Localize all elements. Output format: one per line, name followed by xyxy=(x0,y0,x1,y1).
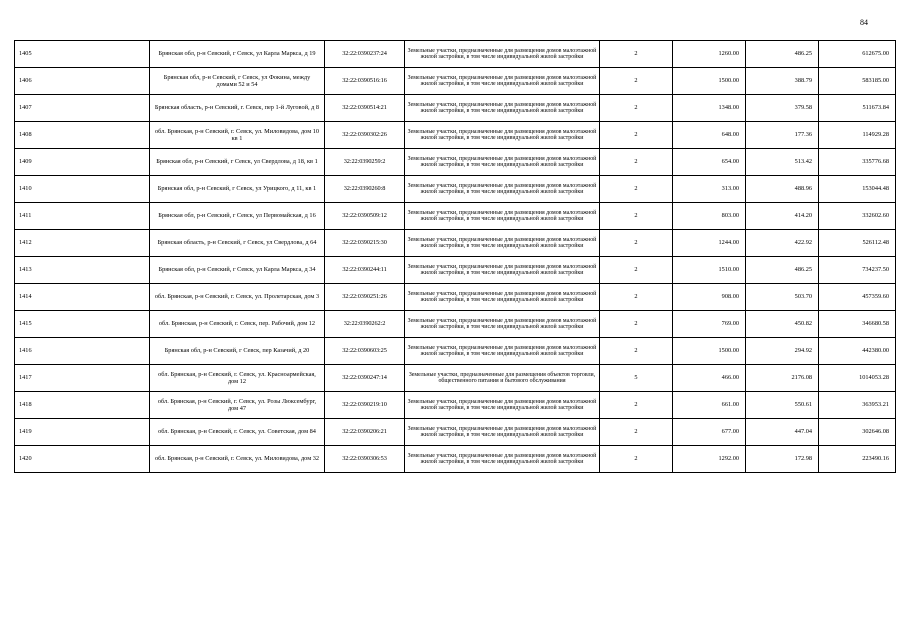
area-cell: 908.00 xyxy=(673,284,746,311)
land-use-cell: Земельные участки, предназначенные для размещения домов малоэтажной жилой застройки, в том числе индивидуальной жилой застройки xyxy=(405,419,600,446)
land-use-cell: Земельные участки, предназначенные для размещения домов малоэтажной жилой застройки, в том числе индивидуальной жилой застройки xyxy=(405,257,600,284)
table-row xyxy=(15,392,896,419)
row-number: 1408 xyxy=(15,122,150,149)
cadastral-value-cell: 612675.00 xyxy=(819,41,896,68)
land-use-cell: Земельные участки, предназначенные для размещения домов малоэтажной жилой застройки, в том числе индивидуальной жилой застройки xyxy=(405,446,600,473)
specific-value-cell: 503.70 xyxy=(746,284,819,311)
cadastral-value-cell: 511673.84 xyxy=(819,95,896,122)
row-number: 1420 xyxy=(15,446,150,473)
address-cell: обл. Брянская, р-н Севский, г. Севск, пер. Рабочий, дом 12 xyxy=(150,311,325,338)
specific-value-cell: 513.42 xyxy=(746,149,819,176)
land-use-cell: Земельные участки, предназначенные для размещения домов малоэтажной жилой застройки, в том числе индивидуальной жилой застройки xyxy=(405,392,600,419)
specific-value-cell: 486.25 xyxy=(746,257,819,284)
group-cell: 2 xyxy=(600,257,673,284)
cadastral-value-cell: 583185.00 xyxy=(819,68,896,95)
cadastral-number-cell: 32:22:0390251:26 xyxy=(325,284,405,311)
cadastral-number-cell: 32:22:0390247:14 xyxy=(325,365,405,392)
area-cell: 661.00 xyxy=(673,392,746,419)
cadastral-number-cell: 32:22:0390514:21 xyxy=(325,95,405,122)
cadastral-value-cell: 223490.16 xyxy=(819,446,896,473)
land-use-cell: Земельные участки, предназначенные для размещения домов малоэтажной жилой застройки, в том числе индивидуальной жилой застройки xyxy=(405,203,600,230)
specific-value-cell: 447.04 xyxy=(746,419,819,446)
group-cell: 2 xyxy=(600,230,673,257)
cadastral-number-cell: 32:22:0390259:2 xyxy=(325,149,405,176)
address-cell: обл. Брянская, р-н Севский, г. Севск, ул. Миловидова, дом 10 кв 1 xyxy=(150,122,325,149)
cadastral-number-cell: 32:22:0390219:10 xyxy=(325,392,405,419)
address-cell: Брянская обл, р-н Севский, г Севск, пер Казачий, д 20 xyxy=(150,338,325,365)
land-use-cell: Земельные участки, предназначенные для размещения домов малоэтажной жилой застройки, в том числе индивидуальной жилой застройки xyxy=(405,41,600,68)
cadastral-value-cell: 363953.21 xyxy=(819,392,896,419)
cadastral-value-cell: 734237.50 xyxy=(819,257,896,284)
row-number: 1411 xyxy=(15,203,150,230)
land-use-cell: Земельные участки, предназначенные для размещения домов малоэтажной жилой застройки, в том числе индивидуальной жилой застройки xyxy=(405,122,600,149)
address-cell: обл. Брянская, р-н Севский, г. Севск, ул. Пролетарская, дом 3 xyxy=(150,284,325,311)
group-cell: 2 xyxy=(600,311,673,338)
address-cell: Брянская обл, р-н Севский, г Севск, ул Карла Маркса, д 34 xyxy=(150,257,325,284)
group-cell: 2 xyxy=(600,176,673,203)
address-cell: обл. Брянская, р-н Севский, г. Севск, ул. Красноармейская, дом 12 xyxy=(150,365,325,392)
specific-value-cell: 294.92 xyxy=(746,338,819,365)
group-cell: 2 xyxy=(600,41,673,68)
cadastral-value-cell: 457359.60 xyxy=(819,284,896,311)
cadastral-value-cell: 346680.58 xyxy=(819,311,896,338)
land-use-cell: Земельные участки, предназначенные для размещения домов малоэтажной жилой застройки, в том числе индивидуальной жилой застройки xyxy=(405,176,600,203)
table-row xyxy=(15,230,896,257)
row-number: 1409 xyxy=(15,149,150,176)
address-cell: обл. Брянская, р-н Севский, г. Севск, ул. Розы Люксембург, дом 47 xyxy=(150,392,325,419)
area-cell: 803.00 xyxy=(673,203,746,230)
address-cell: Брянская обл, р-н Севский, г Севск, ул Урицкого, д 11, кв 1 xyxy=(150,176,325,203)
land-use-cell: Земельные участки, предназначенные для размещения домов малоэтажной жилой застройки, в том числе индивидуальной жилой застройки xyxy=(405,284,600,311)
cadastral-number-cell: 32:22:0390215:30 xyxy=(325,230,405,257)
table-row xyxy=(15,446,896,473)
cadastral-number-cell: 32:22:0390244:11 xyxy=(325,257,405,284)
land-use-cell: Земельные участки, предназначенные для размещения объектов торговли, общественного питания и бытового обслуживания xyxy=(405,365,600,392)
area-cell: 1348.00 xyxy=(673,95,746,122)
land-use-cell: Земельные участки, предназначенные для размещения домов малоэтажной жилой застройки, в том числе индивидуальной жилой застройки xyxy=(405,68,600,95)
table-row xyxy=(15,122,896,149)
cadastral-value-cell: 153044.48 xyxy=(819,176,896,203)
table-row xyxy=(15,176,896,203)
specific-value-cell: 488.96 xyxy=(746,176,819,203)
group-cell: 2 xyxy=(600,95,673,122)
table-row xyxy=(15,257,896,284)
area-cell: 1244.00 xyxy=(673,230,746,257)
row-number: 1415 xyxy=(15,311,150,338)
area-cell: 677.00 xyxy=(673,419,746,446)
row-number: 1406 xyxy=(15,68,150,95)
table-row xyxy=(15,41,896,68)
cadastral-number-cell: 32:22:0390302:26 xyxy=(325,122,405,149)
land-registry-table xyxy=(14,40,896,473)
land-use-cell: Земельные участки, предназначенные для размещения домов малоэтажной жилой застройки, в том числе индивидуальной жилой застройки xyxy=(405,311,600,338)
area-cell: 1500.00 xyxy=(673,68,746,95)
land-use-cell: Земельные участки, предназначенные для размещения домов малоэтажной жилой застройки, в том числе индивидуальной жилой застройки xyxy=(405,338,600,365)
table-row xyxy=(15,365,896,392)
address-cell: обл. Брянская, р-н Севский, г. Севск, ул. Миловидова, дом 32 xyxy=(150,446,325,473)
cadastral-number-cell: 32:22:0390237:24 xyxy=(325,41,405,68)
cadastral-value-cell: 302646.08 xyxy=(819,419,896,446)
group-cell: 2 xyxy=(600,338,673,365)
row-number: 1412 xyxy=(15,230,150,257)
cadastral-number-cell: 32:22:0390260:8 xyxy=(325,176,405,203)
specific-value-cell: 414.20 xyxy=(746,203,819,230)
specific-value-cell: 388.79 xyxy=(746,68,819,95)
specific-value-cell: 422.92 xyxy=(746,230,819,257)
row-number: 1414 xyxy=(15,284,150,311)
land-use-cell: Земельные участки, предназначенные для размещения домов малоэтажной жилой застройки, в том числе индивидуальной жилой застройки xyxy=(405,230,600,257)
area-cell: 313.00 xyxy=(673,176,746,203)
cadastral-number-cell: 32:22:0390603:25 xyxy=(325,338,405,365)
address-cell: Брянская область, р-н Севский, г. Севск, пер 1-й Луговой, д 8 xyxy=(150,95,325,122)
area-cell: 769.00 xyxy=(673,311,746,338)
group-cell: 2 xyxy=(600,122,673,149)
specific-value-cell: 2176.08 xyxy=(746,365,819,392)
row-number: 1407 xyxy=(15,95,150,122)
table-row xyxy=(15,95,896,122)
row-number: 1405 xyxy=(15,41,150,68)
area-cell: 648.00 xyxy=(673,122,746,149)
row-number: 1419 xyxy=(15,419,150,446)
area-cell: 654.00 xyxy=(673,149,746,176)
specific-value-cell: 172.98 xyxy=(746,446,819,473)
area-cell: 1500.00 xyxy=(673,338,746,365)
group-cell: 2 xyxy=(600,68,673,95)
area-cell: 466.00 xyxy=(673,365,746,392)
table-row xyxy=(15,149,896,176)
area-cell: 1260.00 xyxy=(673,41,746,68)
specific-value-cell: 486.25 xyxy=(746,41,819,68)
address-cell: Брянская обл, р-н Севский, г Севск, ул Первомайская, д 16 xyxy=(150,203,325,230)
group-cell: 2 xyxy=(600,446,673,473)
table-row xyxy=(15,419,896,446)
specific-value-cell: 550.61 xyxy=(746,392,819,419)
group-cell: 2 xyxy=(600,149,673,176)
page-number: 84 xyxy=(860,18,868,27)
row-number: 1416 xyxy=(15,338,150,365)
address-cell: Брянская обл, р-н Севский, г Севск, ул Карла Маркса, д 19 xyxy=(150,41,325,68)
land-use-cell: Земельные участки, предназначенные для размещения домов малоэтажной жилой застройки, в том числе индивидуальной жилой застройки xyxy=(405,95,600,122)
table-row xyxy=(15,203,896,230)
row-number: 1413 xyxy=(15,257,150,284)
cadastral-number-cell: 32:22:0390509:12 xyxy=(325,203,405,230)
table-row xyxy=(15,311,896,338)
group-cell: 2 xyxy=(600,392,673,419)
row-number: 1417 xyxy=(15,365,150,392)
group-cell: 2 xyxy=(600,284,673,311)
group-cell: 2 xyxy=(600,203,673,230)
group-cell: 2 xyxy=(600,419,673,446)
cadastral-value-cell: 526112.48 xyxy=(819,230,896,257)
address-cell: Брянская область, р-н Севский, г Севск, ул Свердлова, д 64 xyxy=(150,230,325,257)
cadastral-value-cell: 1014053.28 xyxy=(819,365,896,392)
specific-value-cell: 177.36 xyxy=(746,122,819,149)
row-number: 1418 xyxy=(15,392,150,419)
table-body xyxy=(15,41,896,473)
table-row xyxy=(15,284,896,311)
address-cell: обл. Брянская, р-н Севский, г. Севск, ул. Советская, дом 84 xyxy=(150,419,325,446)
row-number: 1410 xyxy=(15,176,150,203)
table-row xyxy=(15,68,896,95)
land-use-cell: Земельные участки, предназначенные для размещения домов малоэтажной жилой застройки, в том числе индивидуальной жилой застройки xyxy=(405,149,600,176)
cadastral-value-cell: 335776.68 xyxy=(819,149,896,176)
cadastral-number-cell: 32:22:0390306:53 xyxy=(325,446,405,473)
group-cell: 5 xyxy=(600,365,673,392)
cadastral-number-cell: 32:22:0390516:16 xyxy=(325,68,405,95)
cadastral-value-cell: 332602.60 xyxy=(819,203,896,230)
cadastral-number-cell: 32:22:0390206:21 xyxy=(325,419,405,446)
specific-value-cell: 379.58 xyxy=(746,95,819,122)
address-cell: Брянская обл, р-н Севский, г Севск, ул Фокина, между домами 52 и 54 xyxy=(150,68,325,95)
address-cell: Брянская обл, р-н Севский, г Севск, ул Свердлова, д 18, кв 1 xyxy=(150,149,325,176)
area-cell: 1292.00 xyxy=(673,446,746,473)
table-row xyxy=(15,338,896,365)
cadastral-value-cell: 114929.28 xyxy=(819,122,896,149)
area-cell: 1510.00 xyxy=(673,257,746,284)
cadastral-value-cell: 442380.00 xyxy=(819,338,896,365)
specific-value-cell: 450.82 xyxy=(746,311,819,338)
cadastral-number-cell: 32:22:0390262:2 xyxy=(325,311,405,338)
